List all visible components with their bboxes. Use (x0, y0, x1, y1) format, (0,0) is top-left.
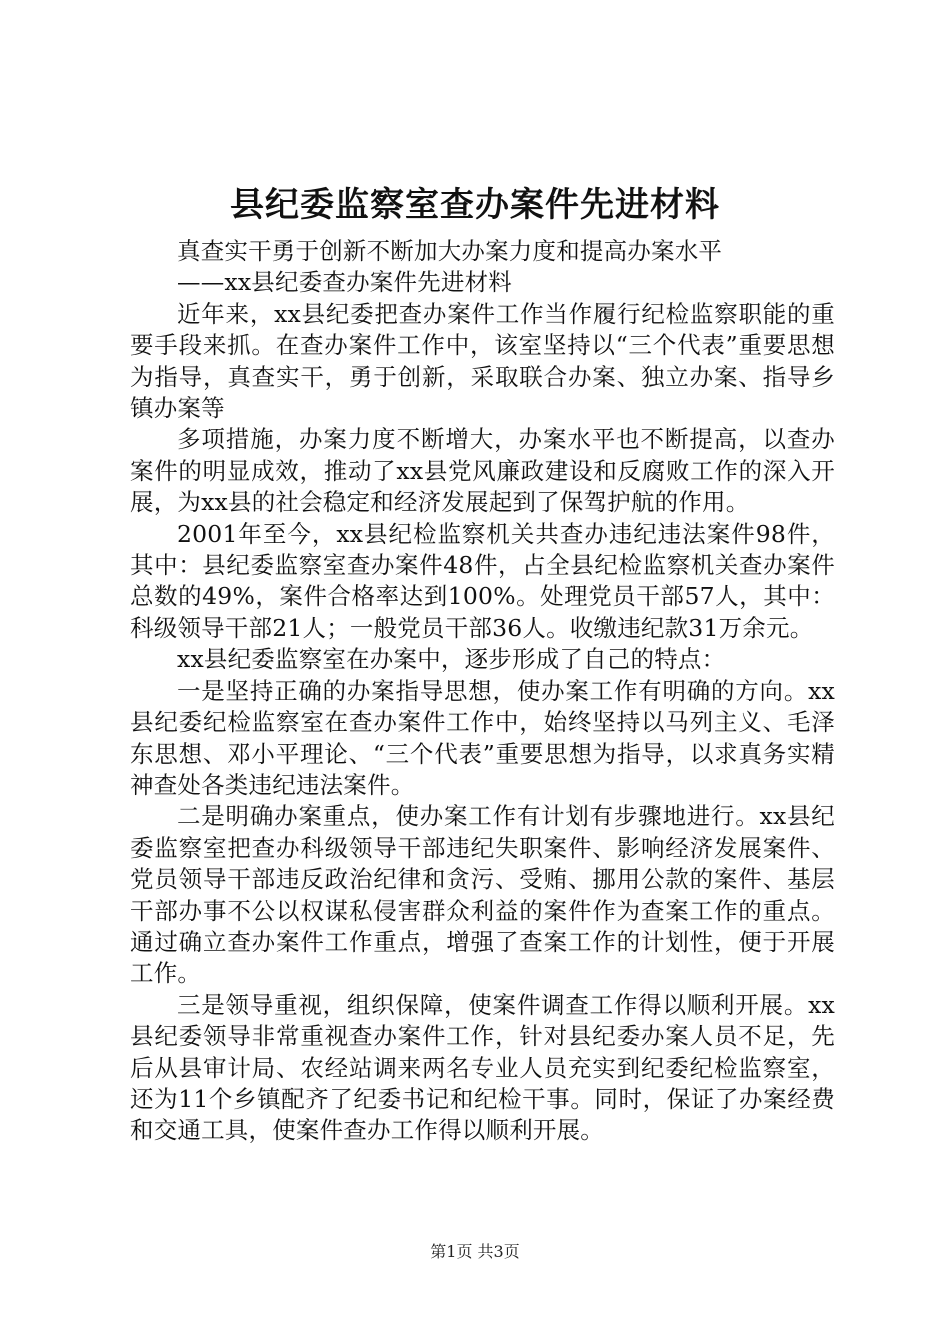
subtitle-line: ——xx县纪委查办案件先进材料 (177, 268, 513, 297)
document-title: 县纪委监察室查办案件先进材料 (230, 185, 720, 225)
body-paragraph: 2001年至今，xx县纪检监察机关共查办违纪违法案件98件，其中：县纪委监察室查办案件48件，占全县纪检监察机关查办案件总数的49%，案件合格率达到100%。处理党员干部57人，其中：科级领导干部21人；一般党员干部36人。收缴违纪款31万余元。 (130, 519, 835, 642)
document-body (130, 236, 835, 1147)
body-paragraph: 多项措施，办案力度不断增大，办案水平也不断提高，以查办案件的明显成效，推动了xx县党风廉政建设和反腐败工作的深入开展，为xx县的社会稳定和经济发展起到了保驾护航的作用。 (130, 425, 835, 517)
body-paragraph: xx县纪委监察室在办案中，逐步形成了自己的特点： (177, 645, 726, 674)
body-paragraph: 二是明确办案重点，使办案工作有计划有步骤地进行。xx县纪委监察室把查办科级领导干部违纪失职案件、影响经济发展案件、党员领导干部违反政治纪律和贪污、受贿、挪用公款的案件、基层干部办事不公以权谋私侵害群众利益的案件作为查案工作的重点。通过确立查办案件工作重点，增强了查案工作的计划性，便于开展工作。 (130, 802, 835, 988)
body-paragraph: 一是坚持正确的办案指导思想，使办案工作有明确的方向。xx县纪委纪检监察室在查办案件工作中，始终坚持以马列主义、毛泽东思想、邓小平理论、“三个代表”重要思想为指导，以求真务实精神查处各类违纪违法案件。 (130, 676, 835, 799)
body-paragraph: 三是领导重视，组织保障，使案件调查工作得以顺利开展。xx县纪委领导非常重视查办案件工作，针对县纪委办案人员不足，先后从县审计局、农经站调来两名专业人员充实到纪委纪检监察室，还为11个乡镇配齐了纪委书记和纪检干事。同时，保证了办案经费和交通工具，使案件查办工作得以顺利开展。 (130, 990, 835, 1145)
page-number: 第1页 共3页 (430, 1242, 520, 1261)
subtitle-line: 真查实干勇于创新不断加大办案力度和提高办案水平 (177, 237, 723, 265)
body-paragraph: 近年来，xx县纪委把查办案件工作当作履行纪检监察职能的重要手段来抓。在查办案件工作中，该室坚持以“三个代表”重要思想为指导，真查实干，勇于创新，采取联合办案、独立办案、指导乡镇办案等 (130, 299, 835, 423)
